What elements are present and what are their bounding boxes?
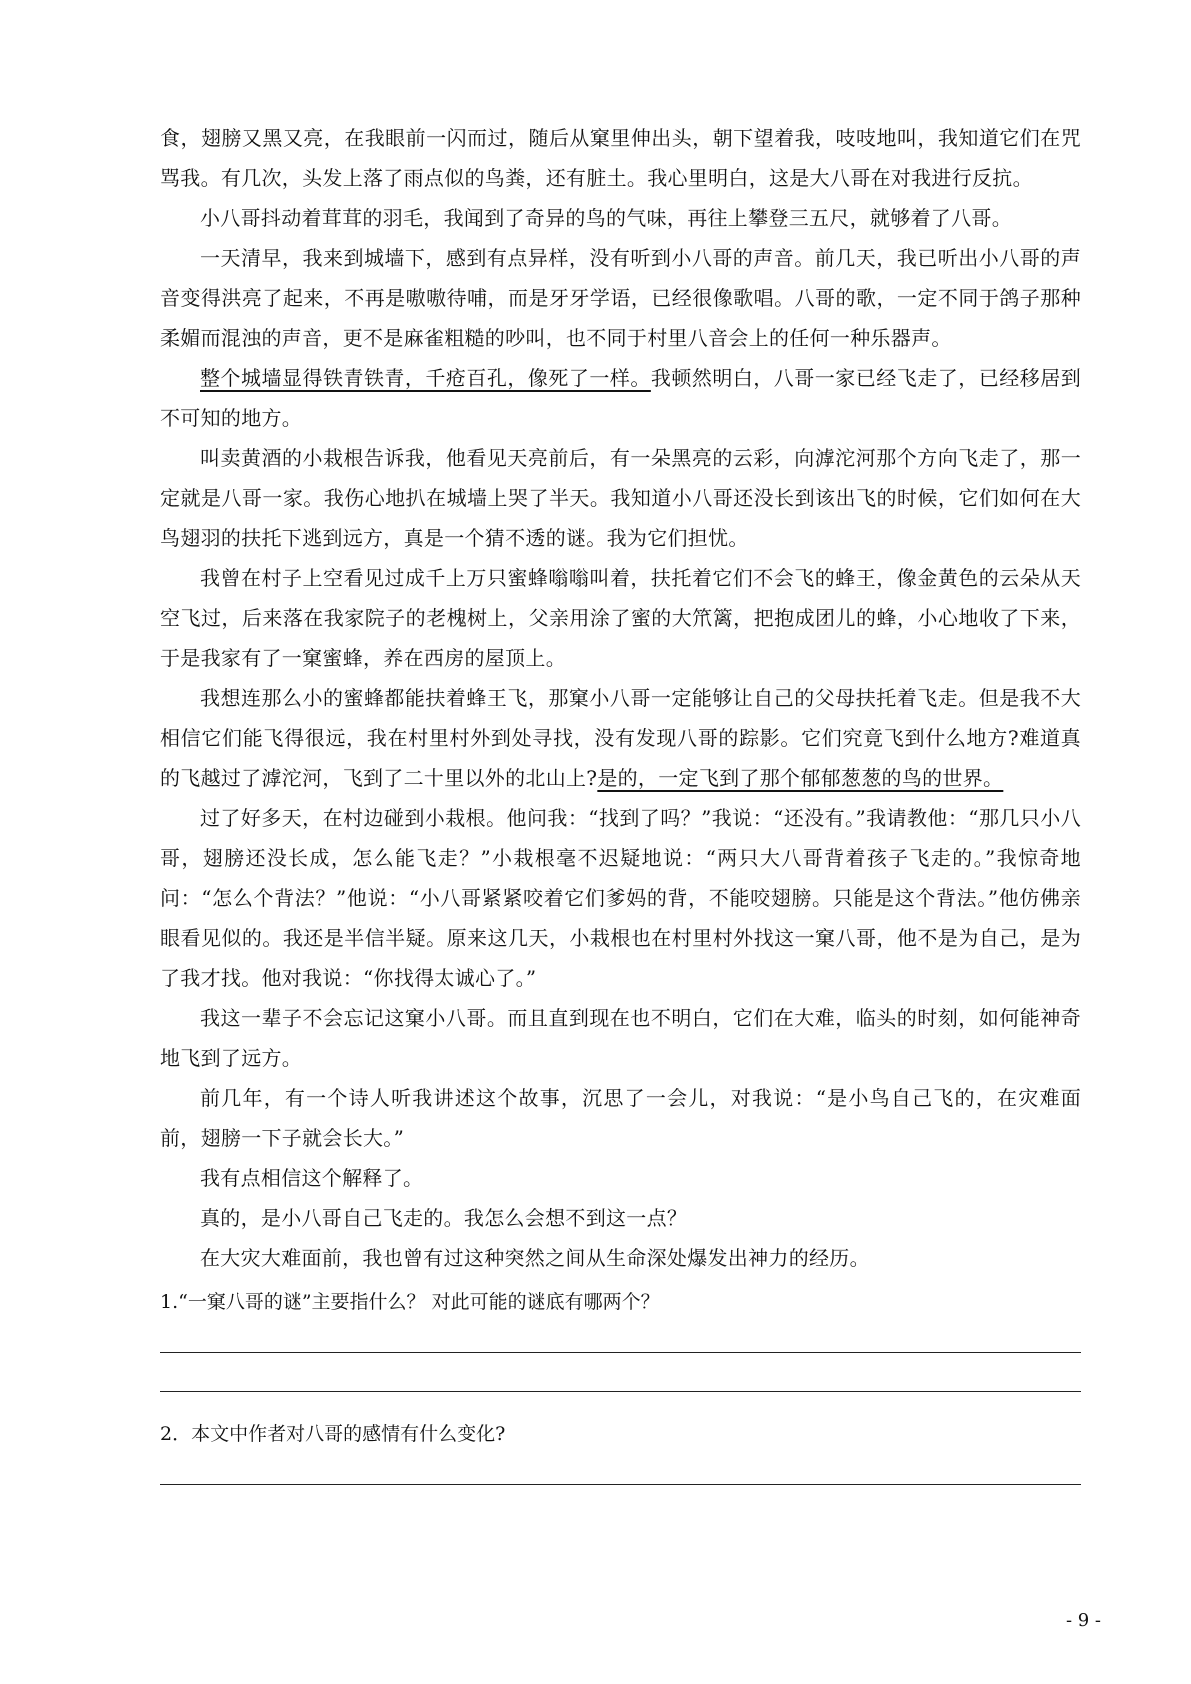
question-1: 1.“一窠八哥的谜”主要指什么？ 对此可能的谜底有哪两个？ <box>160 1291 660 1313</box>
paragraph-5: 叫卖黄酒的小栽根告诉我，他看见天亮前后，有一朵黑亮的云彩，向滹沱河那个方向飞走了，那一定就是八哥一家。我伤心地扒在城墙上哭了半天。我知道小八哥还没长到该出飞的时候，它们如何在大鸟翅羽的扶托下逃到远方，真是一个猜不透的谜。我为它们担忧。 <box>160 446 1081 550</box>
underlined-sentence-city-wall: 整个城墙显得铁青铁青，千疮百孔，像死了一样。 <box>200 366 651 390</box>
paragraph-13: 在大灾大难面前，我也曾有过这种突然之间从生命深处爆发出神力的经历。 <box>200 1246 870 1270</box>
paragraph-11: 我有点相信这个解释了。 <box>200 1166 424 1190</box>
paragraph-4 <box>160 358 1081 438</box>
answer-line[interactable] <box>160 1391 1081 1392</box>
paragraph-2: 小八哥抖动着茸茸的羽毛，我闻到了奇异的鸟的气味，再往上攀登三五尺，就够着了八哥。 <box>200 206 1012 230</box>
paragraph-4-rest: 我顿然明白，八哥一家已经飞走了，已经移居到不可知的地方。 <box>160 366 1081 430</box>
paragraph-7 <box>160 678 1081 798</box>
question-2: 2．本文中作者对八哥的感情有什么变化? <box>160 1423 506 1445</box>
paragraph-3: 一天清早，我来到城墙下，感到有点异样，没有听到小八哥的声音。前几天，我已听出小八哥的声音变得洪亮了起来，不再是嗷嗷待哺，而是牙牙学语，已经很像歌唱。八哥的歌，一定不同于鸽子那种柔媚而混浊的声音，更不是麻雀粗糙的吵叫，也不同于村里八音会上的任何一种乐器声。 <box>160 246 1081 350</box>
paragraph-8: 过了好多天，在村边碰到小栽根。他问我：“找到了吗？”我说：“还没有。”我请教他：“那几只小八哥，翅膀还没长成，怎么能飞走？”小栽根毫不迟疑地说：“两只大八哥背着孩子飞走的。”我惊奇地问：“怎么个背法？”他说：“小八哥紧紧咬着它们爹妈的背，不能咬翅膀。只能是这个背法。”他仿佛亲眼看见似的。我还是半信半疑。原来这几天，小栽根也在村里村外找这一窠八哥，他不是为自己，是为了我才找。他对我说：“你找得太诚心了。” <box>160 806 1081 990</box>
paragraph-6: 我曾在村子上空看见过成千上万只蜜蜂嗡嗡叫着，扶托着它们不会飞的蜂王，像金黄色的云朵从天空飞过，后来落在我家院子的老槐树上，父亲用涂了蜜的大笊篱，把抱成团儿的蜂，小心地收了下来，于是我家有了一窠蜜蜂，养在西房的屋顶上。 <box>160 566 1081 670</box>
paragraph-7-text: 我想连那么小的蜜蜂都能扶着蜂王飞，那窠小八哥一定能够让自己的父母扶托着飞走。但是我不大相信它们能飞得很远，我在村里村外到处寻找，没有发现八哥的踪影。它们究竟飞到什么地方?难道真的飞越过了滹沱河，飞到了二十里以外的北山上? <box>160 686 1081 790</box>
paragraph-12: 真的，是小八哥自己飞走的。我怎么会想不到这一点？ <box>200 1206 688 1230</box>
paragraph-1: 食，翅膀又黑又亮，在我眼前一闪而过，随后从窠里伸出头，朝下望着我，吱吱地叫，我知道它们在咒骂我。有几次，头发上落了雨点似的鸟粪，还有脏土。我心里明白，这是大八哥在对我进行反抗。 <box>160 126 1081 190</box>
underlined-sentence-bird-world: 是的，一定飞到了那个郁郁葱葱的鸟的世界。 <box>597 766 1004 790</box>
article-body <box>160 118 1081 1485</box>
page-number: - 9 - <box>1065 1610 1101 1631</box>
paragraph-9: 我这一辈子不会忘记这窠小八哥。而且直到现在也不明白，它们在大难，临头的时刻，如何能神奇地飞到了远方。 <box>160 1006 1081 1070</box>
paragraph-10: 前几年，有一个诗人听我讲述这个故事，沉思了一会儿，对我说：“是小鸟自己飞的，在灾难面前，翅膀一下子就会长大。” <box>160 1086 1081 1150</box>
answer-line[interactable] <box>160 1484 1081 1485</box>
